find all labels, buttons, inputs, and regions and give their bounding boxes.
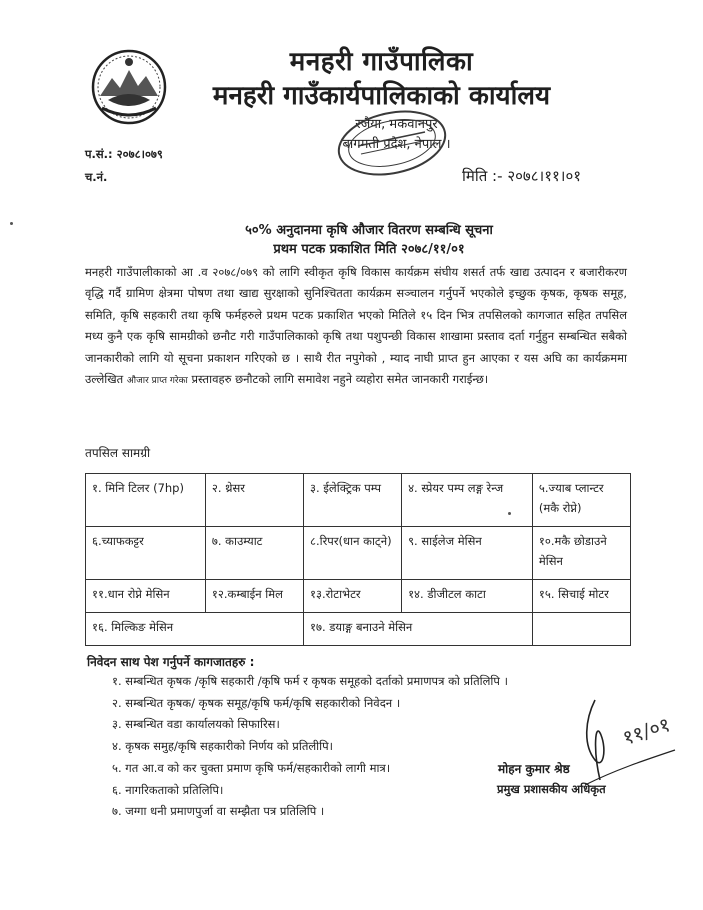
table-cell: ५.ज्याब प्लान्टर (मकै रोप्ने)	[532, 474, 630, 527]
list-item: ३. सम्बन्धित वडा कार्यालयको सिफारिस।	[112, 717, 280, 732]
documents-list	[112, 671, 508, 823]
date-label: मिति :-	[462, 167, 503, 185]
list-item: ६. नागरिकताको प्रतिलिपि।	[112, 782, 224, 797]
office-full-name: मनहरी गाउँकार्यपालिकाको कार्यालय	[212, 81, 551, 111]
table-cell: ६.च्याफकट्टर	[86, 527, 206, 580]
body-small-text: औजार प्राप्त गरेका	[126, 376, 188, 387]
signatory-role: प्रमुख प्रशासकीय अधिकृत	[497, 782, 606, 796]
scan-speck	[508, 512, 511, 515]
office-name: मनहरी गाउँपालिका	[289, 47, 474, 77]
table-cell-empty	[532, 613, 630, 646]
notice-subtitle: प्रथम पटक प्रकाशित मिति २०७८/११/०१	[273, 242, 465, 257]
list-item: १. सम्बन्धित कृषक /कृषि सहकारी /कृषि फर्म र कृषक समूहको दर्ताको प्रमाणपत्र को प्रतिलिपि ।	[112, 674, 508, 688]
scan-speck	[10, 222, 13, 225]
documents-heading: निवेदन साथ पेश गर्नुपर्ने कागजातहरु :	[87, 655, 255, 669]
table-cell: ८.रिपर(धान काट्ने)	[303, 527, 401, 580]
list-item: ५. गत आ.व को कर चुक्ता प्रमाण कृषि फर्म/सहकारीको लागी मात्र।	[112, 760, 391, 775]
ref-value: २०७८।०७९	[116, 147, 163, 161]
table-cell: ९. साईलेज मेसिन	[402, 527, 533, 580]
items-table	[85, 473, 631, 646]
table-cell: १३.रोटाभेटर	[303, 580, 401, 613]
body-part-2: प्रस्तावहरु छनौटको लागि समावेश नहुने व्यहोरा समेत जानकारी गराईन्छ।	[187, 372, 489, 387]
table-cell: १. मिनि टिलर (7hp)	[86, 474, 206, 527]
body-part-1: मनहरी गाउँपालीकाको आ .व २०७८/०७९ को लागि स्वीकृत कृषि विकास कार्यक्रम संघीय शसर्त तर्फ खाद्य उत्पादन र बजारीकरण वृद्धि गर्दै ग्रामिण क्षेत्रमा पोषण तथा खाद्य सुरक्षाको सुनिश्चितता कार्यक्रम सञ्चालन गर्नुपर्ने भएकोले इच्छुक कृषक, कृषक समूह, समिति, कृषि सहकारी तथा कृषि फर्महरुले प्रथम पटक प्रकाशित भएको मितिले १५ दिन भित्र तपसिलको कागजात सहित तपसिल मध्य कुनै एक कृषि सामग्रीको छनौट गरी गाउँपालिकाको कृषि तथा पशुपन्छी विकास शाखामा प्रस्ताव दर्ता गर्नुहुन सम्बन्धित सबैको जानकारीको लागि यो सूचना प्रकाशन गरिएको छ । साथै रीत नपुगेको , म्याद नाघी प्राप्त हुन आएका र यस अघि का कार्यक्रममा उल्लेखित	[85, 265, 627, 387]
reference-number	[85, 147, 163, 162]
list-item: ७. जग्गा धनी प्रमाणपुर्जा वा सम्झैता पत्र प्रतिलिपि ।	[112, 804, 325, 819]
table-cell: ७. काउम्याट	[205, 527, 303, 580]
notice-date	[462, 166, 581, 186]
signatory-name: मोहन कुमार श्रेष्ठ	[498, 762, 570, 776]
address-line-1: रजैया, मकवानपुर	[355, 117, 438, 132]
address-line-2: बागमती प्रदेश, नेपाल ।	[342, 137, 451, 152]
table-cell: ११.धान रोप्ने मेसिन	[86, 580, 206, 613]
ref-label: प.सं.:	[85, 147, 113, 161]
list-item: ४. कृषक समुह/कृषि सहकारीको निर्णय को प्रतिलीपि।	[112, 739, 334, 754]
list-item: २. सम्बन्धित कृषक/ कृषक समूह/कृषि फर्म/कृषि सहकारीको निवेदन ।	[112, 695, 401, 710]
table-cell: १०.मकै छोडाउने मेसिन	[532, 527, 630, 580]
table-cell: ३. ईलेक्ट्रिक पम्प	[303, 474, 401, 527]
items-heading: तपसिल सामग्री	[85, 446, 151, 460]
notice-body	[85, 262, 627, 392]
table-cell: १५. सिचाई मोटर	[532, 580, 630, 613]
table-cell: १४. डीजीटल काटा	[402, 580, 533, 613]
date-value: २०७८।११।०१	[507, 167, 582, 185]
table-cell: ४. स्प्रेयर पम्प लङ्ग रेन्ज	[402, 474, 533, 527]
table-cell: २. थ्रेसर	[205, 474, 303, 527]
office-stamp-icon	[333, 108, 451, 178]
table-cell: १६. मिल्किङ मेसिन	[86, 613, 304, 646]
table-cell: १२.कम्बाईन मिल	[205, 580, 303, 613]
chalani-number-label: च.नं.	[85, 170, 108, 184]
handwritten-date: ११/०१	[619, 712, 674, 750]
notice-title: ५०% अनुदानमा कृषि औजार वितरण सम्बन्धि सूचना	[245, 223, 493, 238]
table-cell: १७. डयाङ्ग बनाउने मेसिन	[303, 613, 532, 646]
